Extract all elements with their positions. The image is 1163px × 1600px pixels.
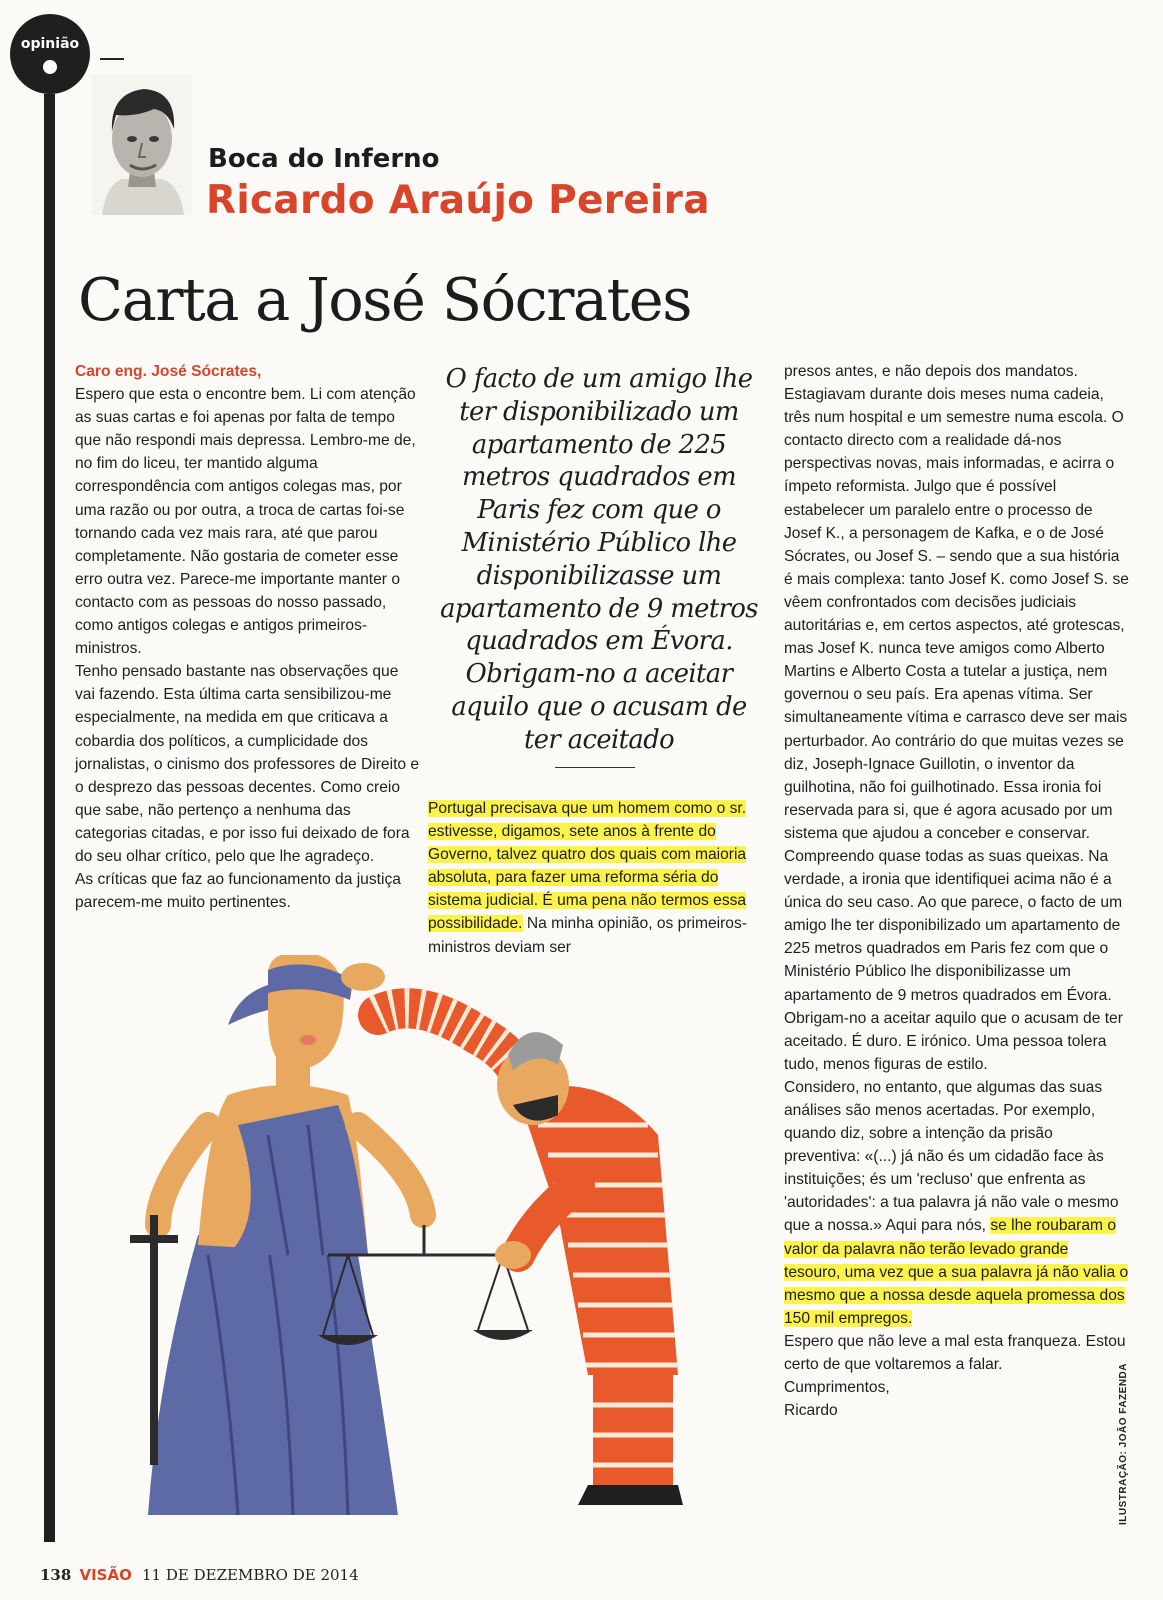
illustration-credit: ILUSTRAÇÃO: JOÃO FAZENDA — [1118, 1363, 1129, 1525]
left-column — [75, 360, 420, 914]
section-badge — [10, 14, 90, 94]
closing: Cumprimentos, — [784, 1379, 890, 1397]
pull-quote-rule — [555, 767, 635, 768]
issue-date: 11 DE DEZEMBRO DE 2014 — [142, 1566, 359, 1584]
paragraph: As críticas que faz ao funcionamento da justiça parecem-me muito pertinentes. — [75, 871, 401, 912]
paragraph: Espero que esta o encontre bem. Li com atenção as suas cartas e foi apenas por falta de tempo que não respondi mais depressa. Lembro-me de, no fim do liceu, ter mantido alguma correspondência com antigos colegas mas, por uma razão ou por outra, a troca de cartas foi-se tornando cada vez mais rara, até que parou completamente. Não gostaria de cometer esse erro outra vez. Parece-me importante manter o contacto com as pessoas do nosso passado, como antigos colegas e antigos primeiros-ministros. — [75, 386, 416, 658]
paragraph — [428, 797, 768, 959]
right-column — [784, 360, 1129, 1422]
badge-rule — [100, 58, 124, 60]
salutation: Caro eng. José Sócrates, — [75, 363, 262, 380]
author-name: Ricardo Araújo Pereira — [206, 178, 710, 223]
paragraph: Tenho pensado bastante nas observações que vai fazendo. Esta última carta sensibilizou-me especialmente, na medida em que criticava a cobardia dos políticos, a cumplicidade dos jornalistas, o cinismo dos professores de Direito e o desprezo das pessoas decentes. Como creio que sabe, não pertenço a nenhuma das categorias citadas, e por isso fui deixado de fora do seu olhar crítico, pelo que lhe agradeço. — [75, 663, 420, 865]
badge-dot-icon — [43, 60, 57, 74]
prisoner-figure — [341, 963, 683, 1505]
paragraph: Compreendo quase todas as suas queixas. Na verdade, a ironia que identifiquei acima não é a única do seu caso. Ao que parece, o facto de um amigo lhe ter disponibilizado um apartamento de 225 metros quadrados em Paris fez com que o Ministério Público lhe disponibilizasse um apartamento de 9 metros quadrados em Évora. Obrigam-no a aceitar aquilo que o acusam de ter aceitado. É duro. E irónico. Uma pessoa tolera tudo, menos figuras de estilo. — [784, 847, 1123, 1073]
paragraph — [784, 1076, 1129, 1330]
paragraph-text: Considero, no entanto, que algumas das suas análises são menos acertadas. Por exemplo, quando diz, sobre a intenção da prisão preventiva: «(...) já não és um cidadão face às instituições; és um 'recluso' que enfrenta as 'autoridades': a tua palavra já não vale o mesmo que a nossa.» Aqui para nós, — [784, 1078, 1119, 1235]
page-footer — [40, 1566, 359, 1584]
column-vertical-bar — [44, 94, 55, 1542]
justice-illustration — [118, 955, 738, 1555]
highlighted-text: Portugal precisava que um homem como o sr. estivesse, digamos, sete anos à frente do Governo, talvez quatro dos quais com maioria absoluta, para fazer uma reforma séria do sistema judicial. É uma pena não termos essa possibilidade. — [428, 800, 747, 933]
column-name: Boca do Inferno — [208, 144, 440, 174]
middle-column — [428, 797, 768, 959]
page-title: Carta a José Sócrates — [78, 265, 691, 334]
paragraph-continuation: Na minha opinião, os primeiros-ministros deviam ser — [428, 915, 747, 956]
paragraph: presos antes, e não depois dos mandatos. Estagiavam durante dois meses numa cadeia, três num hospital e um semestre numa escola. O contacto directo com a realidade dá-nos perspectivas novas, mais informadas, e acirra o ímpeto reformista. Julgo que é possível estabelecer um paralelo entre o processo de Josef K., a personagem de Kafka, e o de José Sócrates, ou Josef S. – sendo que a sua história é mais complexa: tanto Josef K. como Josef S. se vêem confrontados com decisões judiciais autoritárias e, em certos aspectos, até grotescas, mas Josef K. nunca teve amigos como Alberto Martins e Alberto Costa a tutelar a justiça, nem governou o seu país. Era apenas vítima. Ser simultaneamente vítima e carrasco deve ser mais perturbador. Ao contrário do que muitas vezes se diz, Joseph-Ignace Guillotin, o inventor da guilhotina, não foi guilhotinado. Essa ironia foi reservada para si, que é agora acusado por um sistema que ajudou a conceber e conservar. — [784, 363, 1129, 842]
signature: Ricardo — [784, 1402, 838, 1420]
page-number: 138 — [40, 1566, 72, 1584]
author-portrait — [92, 75, 192, 215]
magazine-name: VISÃO — [79, 1566, 132, 1584]
pull-quote: O facto de um amigo lhe ter disponibilizado um apartamento de 225 metros quadrados em Paris fez com que o Ministério Público lhe disponibilizasse um apartamento de 9 metros quadrados em Évora. Obrigam-no a aceitar aquilo que o acusam de ter aceitado — [440, 364, 758, 755]
highlighted-text: se lhe roubaram o valor da palavra não terão levado grande tesouro, uma vez que a sua palavra já não valia o mesmo que a nossa desde aquela promessa dos 150 mil empregos. — [784, 1217, 1129, 1327]
section-badge-label: opinião — [20, 36, 80, 52]
paragraph: Espero que não leve a mal esta franqueza. Estou certo de que voltaremos a falar. — [784, 1332, 1126, 1374]
